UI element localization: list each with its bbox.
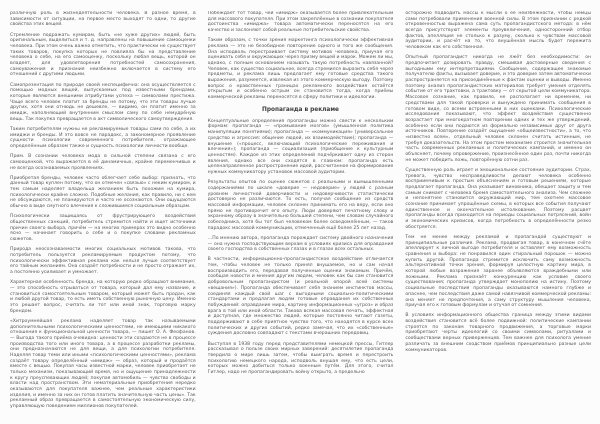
paragraph: Самопрезентация по природе своей неспецифична: она осуществляется с помощью модных вещей, выпускаемых под известными брендами, которые являются внешними атрибутами успеха — символами престижа. Чаще всего человек платит за бренды не потому, что эти товары лучше других, хотя они отнюдь не дешевле, — видимо, он платит именно за имидж, наполняющий внутренним смыслом саму по себе немудрёную вещь. Так покупка превращается в акт символического самоутверждения. [10,82,196,122]
text-column-left [10,11,196,418]
paragraph: Концептуальные определения пропаганды можно свести к нескольким формам: пропаганда — «промывание мозгов» (умышленная политика манипуляции понятиями); пропаганда — «коммуникация» (универсальное средство и агрессия: общение людей, их взаимодействие); пропаганда — внушение («процесс, включающий психологические переживания и влечения»); пропаганда — социализация (приобщение к культурным ценностям). Каждое из этих определений подчёркивает одну из сторон явления, однако все они сходятся в главном: пропаганда есть целенаправленное распространение идей, рассчитанное на формирование нужных коммуникатору установок массовой аудитории. [207,118,394,175]
paragraph: …По мнению автора, пропаганда порождает систему двойного назначения — она нужна господствующим верхам в условиях кризиса для оправдания своего господства в собственных глазах и в глазах всех остальных. [207,235,394,253]
paragraph: «Хитроумнейшая реклама наделяет товар так называемыми дополнительными психологическими ценностями, не имеющими никакого отношения к функциональной ценности товара, — пишет О. А. Феофанов. — Выгода такого приёма очевидна: ценности эти создаются не в процессе производства того или иного товара, а в процессе разработки рекламы, они предназначаются не для вещи, а для психологии потребителя. Наделяя товар теми или иными «психологическими ценностями», реклама создаёт товару определённый «имидж» — образ, который и продаётся вместе с вещью. Покупая часы известной марки, человек приобретает не только механизм, показывающий время, но и ощущение принадлежности к кругу преуспевающих людей; покупая автомобиль — чувство свободы и власти над пространством. Эти нематериальные приобретения нередко оказываются для покупателя важнее, чем реальные характеристики изделия, и именно за них он готов платить значительную часть цены». Так рекламный образ превращается в самостоятельную экономическую силу, управляющую поведением миллионов покупателей. [10,318,196,410]
paragraph: Побеждает тот товар, чей «имидж» оказывается более привлекательным для массового покупателя. При этом закреплённые в сознании покупателя достоинства «имиджа» товара автоматически переносятся на его качество и заслоняют собой реальные потребительские свойства. [207,11,394,34]
paragraph: Психологически защищаясь от фрустрирующего воздействия общественных санкций, потребитель стремится найти и ищет источники причин своего выбора, причём — на многих примерах это видно особенно ясно — начинает говорить о себе и о покупке словами рекламных сюжетов. [10,214,196,243]
paragraph: Опытный пропагандист никогда не лжёт без необходимости: он предпочитает дозировать правду, смешивая достоверные сведения с выгодными ему интерпретациями. Сообщение, содержащее знакомые получателю факты, вызывает доверие, и это доверие затем автоматически распространяется на присоединённые к фактам оценки и выводы. Именно поэтому анализ пропагандистских материалов требует умения отделять событие от его трактовки, а трактовку — от скрытой цели коммуникатора. Массовое сознание, как правило, не располагает ни временем, ни средствами для такой проверки и вынуждено принимать сообщения в готовом виде, со всеми встроенными в них оценками. Психологические исследования показывают, что эффект воздействия существенно возрастает при многократном повторении одних и тех же утверждений, особенно если они подаются из формально независимых друг от друга источников. Повторение создаёт ощущение «общеизвестности», а то, что «известно всем», отдельный человек склонен считать истинным, не требуя доказательств. На этом простом механизме строится значительная часть современных рекламных и политических кампаний, и именно он объясняет, почему опровержение, произнесённое один раз, почти никогда не может победить ложь, повторённую сотни раз. [405,55,592,163]
paragraph: Стремление подражать кумирам, быть «не хуже других» людей, быть оригинальным, выделиться и т. д. направлены на повышение самооценки человека. При этом очень важно отметить, что практически не существует таких товаров, покупка которых не повлияла бы на представление человека о себе, на его самооценку, поскольку любая вещь, которой он владеет, для удовлетворения потребностей самосохранения, самоуважения и признания неизбежно включается в систему его отношений с другими людьми. [10,32,196,78]
paragraph: Таким образом, с точки зрения маркетинга психологически эффективная реклама — это не безобидное повторение одного и того же сообщения. Она исподволь перестраивает систему мотивов человека, приучая его оценивать себя и окружающих через призму вещей и марок. Можем ли мы, однако, с полным основанием называть такую потребность навязанной? Человек, как существо социальное, всегда стремился выразить себя через предметы, и реклама лишь предлагает ему готовые средства такого выражения, разумеется, извлекая из этого коммерческую выгоду. Поэтому вопрос о нравственных границах рекламного воздействия остаётся открытым и особенно острым он становится тогда, когда приёмы коммерческой рекламы переносятся в сферу политики и идеологии. [207,38,394,101]
paragraph: Таким потребителям нужны не рекламируемые товары сами по себе, а их имиджи и бренды. И это вовсе не парадокс, а закономерное проявление сущности психологии современного потребителя, отражающее определённым образом также и сущность психологии личности вообще. [10,126,196,149]
paragraph: Приобретая бренды, человек часто облегчает себе выбор: признать, что данный товар куплен потому, что он отмечен «связью» с неким кумиром, и тем самым наделяет владельца желанием быть похожим на кумира, психологически крайне сложно. Подобные желания, как правило, ни с кем не обсуждаются, не планируются и часто не осознаются. Они ощущаются обычно в виде смутного влечения к сложившимся социальным образцам. [10,175,196,210]
paragraph: осторожно подводить массы к мысли о её неизбежности, чтобы немцы сами потребовали применения военной силы. В этом признании с редкой откровенностью выражена сама суть пропагандистского метода: в нём всегда присутствуют элементы преувеличения, односторонний отбор фактов, апелляция не столько к разуму, сколько к чувствам массовой аудитории, и расчёт на то, что внушённая мысль будет пережита человеком как его собственная. [405,11,592,51]
text-column-middle [208,11,394,418]
paragraph: Существенную роль играет и эмоциональное состояние аудитории. Страх, тревога, чувство несправедливости делают человека особенно восприимчивым к простым объяснениям и готовым решениям, которые предлагает пропаганда. Она указывает виновника, обещает защиту и тем самым снимает с человека бремя самостоятельного анализа. Чем сложнее и непонятнее становится окружающий мир, тем охотнее массовое сознание принимает упрощённые схемы, в которых все события получают единственное и окончательное истолкование. Поэтому расцвет пропаганды всегда приходится на периоды социальных потрясений, войн и экономических кризисов, когда потребность в определённости резко обостряется. [405,167,592,230]
paragraph: Прим. В сознании человека мода в сильной степени связана с его самооценкой, что выражается в её динамичных, крайне переменчивых и не всегда осознаваемых проявлениях. [10,154,196,171]
paragraph: Характерная особенность бренда, на которую редко обращают внимание, — это способность отрываться от товара, который дал ему название, и становиться самостоятельным товаром, который может быть продан, как и любой другой товар, то есть иметь собственную рыночную цену. Именно это решает вопрос, считать ли тот или иной знак, торговую марку брендом. [10,280,196,314]
paragraph: различную роль в жизнедеятельности человека. В разное время, в зависимости от ситуации, на первое место выходят то одни, то другие свойства этих вещей. [10,11,196,28]
paragraph: В частности, информационно-пропагандистское воздействие отличается тем, чтобы человек не только принял внушаемое, но и сам начал воспроизводить его, передавая полученные оценки знакомым. Причём, сообщая новости и мнения другим людям, человек как бы сам становится добровольным пропагандистом (и реальной опорой всей системы «вещания»). Пропаганда обеспечивает себя знанием инстинктов массы, соединяя каждый свой шаг с выгодными социально-политическими стандартами и предлагая людям готовые оправдания их собственных побуждений: оправдание мира, картину информационных «угроз» и образ врага в той или иной области. Такова всякая массовая печать, эффектная и доступная, где множество людей, которые постоянно читают газеты, поддерживают в себе приятное чувство того, что находятся в курсе всех политических и других событий, редко замечая, что их «собственные» суждения дословно совпадают с текстами вчерашних передовиц. [207,257,394,337]
section-heading: Пропаганда в рекламе [262,106,339,113]
paragraph: Природа неосознаваемости многих социальных мотивов такова, что потребитель пользуется рекламируемым продуктом потому, что психологически эффективная реклама как нельзя лучше соответствует его тайным желаниям. Она создаёт потребности и не просто отражает их, а постоянно усиливает и умножает. [10,247,196,275]
paragraph: Результаты опытов по оценке сюжетов с реальными и вымышленными содержаниями по шкале «доверие — недоверие» у людей с разным уровнем личностной доверчивости и недоверчивости статистически достоверно не различаются. То есть, получая сообщение из средств массовой информации, человек склонен принимать его на веру, если оно прямо не противоречит его опыту. Люди доверяют печатному слову и экранному образу в значительно большей степени, чем словам случайного собеседника, хотя бы тот был человеком более осведомлённым, — таков парадокс массовой коммуникации, отмеченный ещё более 25 лет назад. [207,180,394,231]
paragraph: В условиях информационного общества граница между этими видами воздействия становится всё более подвижной: политические кампании строятся по законам товарного продвижения, а торговые марки приобретают черты идеологий со своими символами, ритуалами и сообществами верных приверженцев. Тем важнее для психолога умение различать за внешним сходством приёмов принципиально разные цели коммуникаторов. [405,313,592,353]
paragraph: Тем не менее между рекламой и пропагандой существуют и принципиальные различия. Реклама, продвигая товар, в конечном счёте апеллирует к личной выгоде потребителя и оставляет ему возможность сравнения и выбора: не понравился один стиральный порошок — можно купить другой. Пропаганда стремится исключить саму возможность альтернативной точки зрения, формируя целостную картину мира, в которой любые возражения заранее объявляются враждебными или ложными. Реклама признаёт конкуренцию как условие своего существования; пропаганда утверждает монополию на истину. Поэтому социальные последствия пропаганды оказываются намного глубже и опаснее, чем последствия даже самой навязчивой коммерческой рекламы: она меняет не предпочтения, а саму структуру мышления человека, приучая его к готовым формулам и отучая от сомнения. [405,234,592,309]
text-column-right [405,11,591,418]
paragraph: Выступая в 1938 году перед представителями немецкой прессы, Гитлер рассказывал о пользе своих мирных заверений: десятилетие пропаганда твердила о мире лишь затем, чтобы выиграть время и перестроить психологию немецкого народа, исподволь внушая ему, что есть цели, которых можно добиться только военным путём. Для этого, считал Гитлер, надо не пропагандировать войну открыто, а предельно [207,341,394,375]
